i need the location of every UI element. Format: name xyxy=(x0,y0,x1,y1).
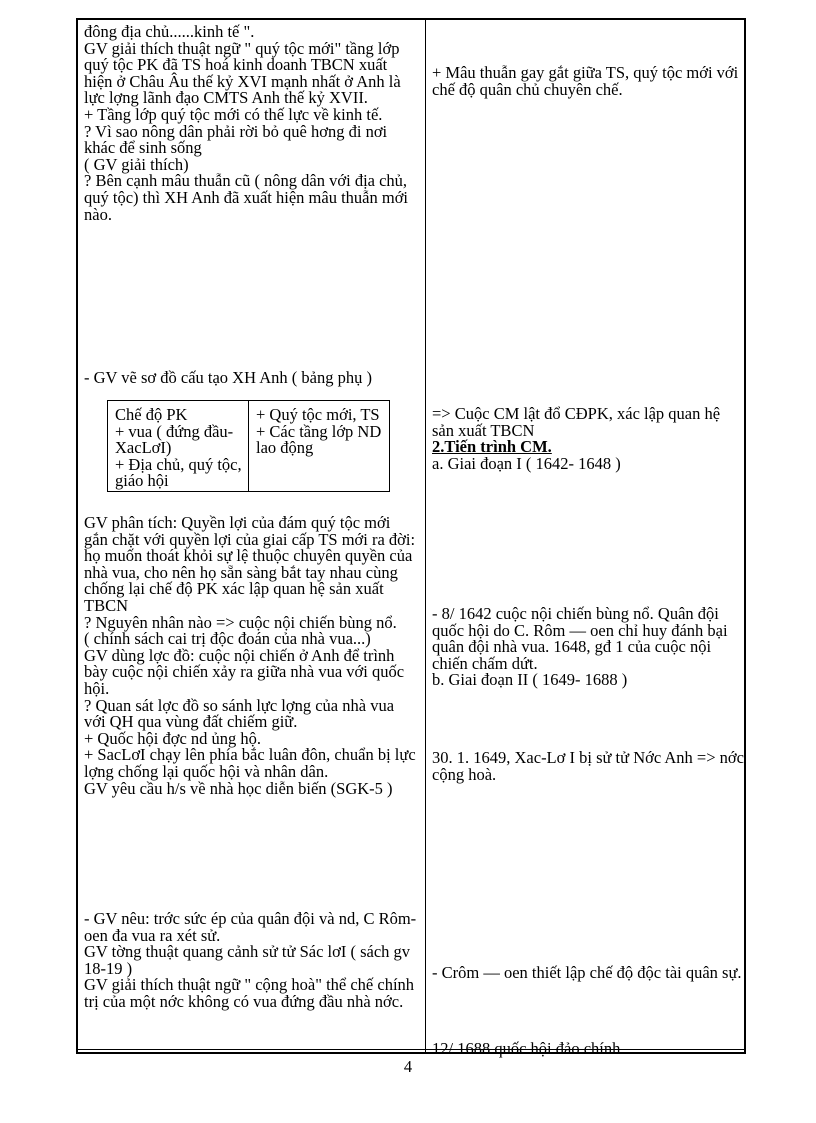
left-text-block-3 xyxy=(84,911,418,1011)
diagram-line: + Quý tộc mới, TS xyxy=(256,405,380,424)
paragraph: + Tầng lớp quý tộc mới có thế lực về kinh tế. xyxy=(84,104,383,124)
page-number: 4 xyxy=(403,1057,413,1076)
paragraph: GV tờng thuật quang cảnh sử tử Sác lơI ( sách gv 18-19 ) xyxy=(84,942,411,978)
diagram-line: Chế độ PK xyxy=(115,405,188,424)
paragraph: ( chính sách cai trị độc đoán của nhà vua...) xyxy=(84,629,371,649)
section-heading: 2.Tiến trình CM. xyxy=(432,437,552,457)
diagram-line: + Các tầng lớp ND lao động xyxy=(256,421,382,458)
paragraph: GV yêu cầu h/s về nhà học diễn biến (SGK-5 ) xyxy=(84,778,393,798)
left-text-block-2 xyxy=(84,515,418,797)
phase-label: b. Giai đoạn II ( 1649- 1688 ) xyxy=(432,670,628,690)
right-text-block-5: - Crôm — oen thiết lập chế độ độc tài quân sự. xyxy=(432,963,742,982)
paragraph: GV phân tích: Quyền lợi của đám quý tộc mới gắn chặt với quyền lợi của giai cấp TS mới ra đời: họ muốn thoát khỏi sự lệ thuộc chuyên quyền của nhà vua, cho nên họ sẵn sàng bắt tay nhau cùng chống lại chế độ PK xác lập quan hệ sản xuất TBCN xyxy=(84,513,416,615)
paragraph: ? Vì sao nông dân phải rời bỏ quê hơng đi nơi khác để sinh sống xyxy=(84,121,388,158)
paragraph: => Cuộc CM lật đổ CĐPK, xác lập quan hệ sản xuất TBCN xyxy=(432,404,721,440)
paragraph: GV dùng lợc đồ: cuộc nội chiến ở Anh để trình bày cuộc nội chiến xảy ra giữa nhà vua với quốc hội. xyxy=(84,645,405,698)
paragraph: GV giải thích thuật ngữ " quý tộc mới" tầng lớp quý tộc PK đã TS hoá kinh doanh TBCN xuất hiện ở Châu Âu thế kỷ XVI mạnh nhất ở Anh là lực lợng lãnh đạo CMTS Anh thế kỷ XVII. xyxy=(84,38,401,108)
paragraph: ( GV giải thích) xyxy=(84,154,189,174)
left-text-block-1 xyxy=(84,24,418,223)
lesson-table xyxy=(76,18,746,1058)
diagram-line: + Địa chủ, quý tộc, giáo hội xyxy=(115,454,242,491)
paragraph: - 8/ 1642 cuộc nội chiến bùng nổ. Quân đội quốc hội do C. Rôm — oen chỉ huy đánh bại quân đội nhà vua. 1648, gđ 1 của cuộc nội chiến chấm dứt. xyxy=(432,604,728,673)
column-divider xyxy=(425,20,426,1052)
paragraph: GV giải thích thuật ngữ " cộng hoà" thể chế chính trị của một nớc không có vua đứng đầu nhà nớc. xyxy=(84,975,415,1011)
diagram-left-cell xyxy=(108,401,249,491)
diagram-right-cell xyxy=(249,401,389,491)
right-text-block-6: 12/ 1688 quốc hội đảo chính. xyxy=(432,1039,625,1058)
phase-label: a. Giai đoạn I ( 1642- 1648 ) xyxy=(432,453,621,473)
paragraph: ? Quan sát lợc đồ so sánh lực lợng của nhà vua với QH qua vùng đất chiếm giữ. xyxy=(84,695,395,732)
diagram-intro: - GV vẽ sơ đồ cấu tạo XH Anh ( bảng phụ ) xyxy=(84,368,372,387)
paragraph: + SacLơI chạy lên phía bắc luân đôn, chuẩn bị lực lợng chống lại quốc hội và nhân dân. xyxy=(84,745,416,781)
paragraph: đông địa chủ......kinh tế ". xyxy=(84,22,255,41)
paragraph: ? Nguyên nhân nào => cuộc nội chiến bùng nổ. xyxy=(84,612,397,632)
society-structure-diagram xyxy=(107,400,390,492)
paragraph: + Quốc hội đợc nd ủng hộ. xyxy=(84,728,262,748)
diagram-line: + vua ( đứng đầu- XacLơI) xyxy=(115,421,234,458)
right-text-block-3 xyxy=(432,606,744,689)
right-text-block-2 xyxy=(432,406,744,472)
right-text-block-4: 30. 1. 1649, Xac-Lơ I bị sử tử Nớc Anh => nớc cộng hoà. xyxy=(432,748,744,784)
paragraph: ? Bên cạnh mâu thuẫn cũ ( nông dân với địa chủ, quý tộc) thì XH Anh đã xuất hiện mâu thuẫn mới nào. xyxy=(84,171,409,224)
paragraph: - GV nêu: trớc sức ép của quân đội và nd, C Rôm- oen đa vua ra xét sử. xyxy=(84,909,417,945)
right-text-block-1: + Mâu thuẫn gay gắt giữa TS, quý tộc mới với chế độ quân chủ chuyên chế. xyxy=(432,63,739,99)
